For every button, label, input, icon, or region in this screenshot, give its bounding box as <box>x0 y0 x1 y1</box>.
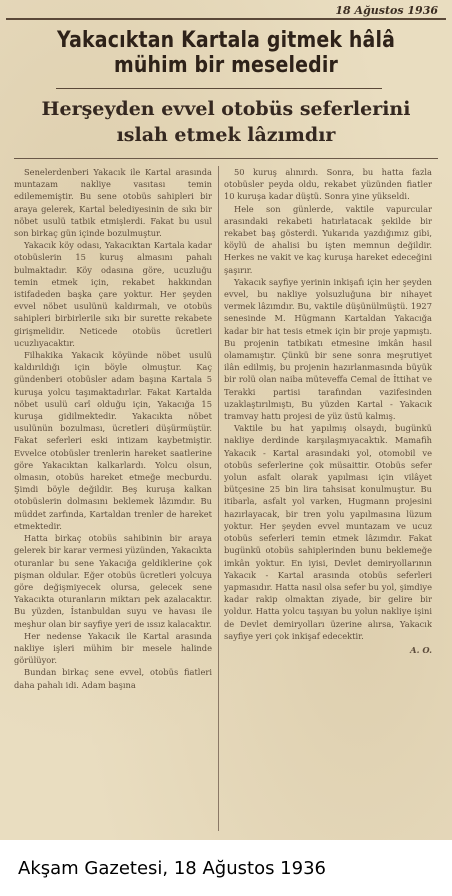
paragraph: Senelerdenberi Yakacık ile Kartal arasında muntazam nakliye vasıtası temin edilememiştir. Bu sene otobüs sahipleri bir araya gelerek, Kartal belediyesinin de sıkı bir nöbet usulü tatbik etmişlerdi. Fakat bu usul son birkaç gün içinde bozulmuştur. <box>14 167 212 239</box>
issue-date: 18 Ağustos 1936 <box>335 4 438 17</box>
article-column-right <box>224 166 432 831</box>
column-divider <box>218 166 219 831</box>
top-rule <box>6 18 446 20</box>
headline-line-2: mühim bir meseledir <box>114 53 338 78</box>
article-column-left <box>14 166 212 831</box>
subheadline-line-2: ıslah etmek lâzımdır <box>116 124 336 146</box>
paragraph: Bundan birkaç sene evvel, otobüs fiatleri daha pahalı idi. Adam başına <box>14 667 212 690</box>
paragraph: Vaktile bu hat yapılmış olsaydı, bugünkü nakliye derdinde karşılaşmıyacaktık. Mamafih Yakacık - Kartal arasındaki yol, otomobil ve otobüs seferlerine çok müsaittir. Otobüs sefer yolun asfalt olarak yapılması için vilâyet bütçesine 25 bin lira tahsisat konulmuştur. Bu itibarla, asfalt yol varken, Hugmann projesini hazırlayacak, bir tren yolu yapılmasına lüzum yoktur. Her şeyden evvel muntazam ve ucuz otobüs seferleri temin etmek lâzımdır. Fakat bugünkü otobüs sahiplerinden bunu beklemeğe imkân yoktur. En iyisi, Devlet demiryollarının Yakacık - Kartal arasında otobüs seferleri yapmasıdır. Hatta nasıl olsa sefer bu yol, şimdiye kadar rakip olmaktan ziyade, bir gelire bir yoldur. Hatta yolcu taşıyan bu yolun nakliye işini de Devlet demiryolları üzerine alırsa, Yakacık sayfiye yeri çok inkişaf edecektir. <box>224 423 432 641</box>
headline-rule <box>56 88 382 89</box>
image-caption: Akşam Gazetesi, 18 Ağustos 1936 <box>18 858 326 879</box>
paragraph: Filhakika Yakacık köyünde nöbet usulü kaldırıldığı için böyle olmuştur. Kaç gündenberi otobüsler adam başına Kartala 5 kuruşa yolcu taşımaktadırlar. Fakat Kartalda nöbet usulü carî olduğu için, Yakacığa 15 kuruşa gidilmektedir. Yakacıkta nöbet usulünün bozulması, ücretleri düşürmüştür. Fakat seferleri eski intizam kaybetmiştir. Evvelce otobüsler trenlerin hareket saatlerine göre Yakacıktan kalkarlardı. Yolcu olsun, olmasın, otobüs hareket etmeğe mecburdu. Şimdi böyle değildir. Beş kuruşa kalkan otobüslerin dolmasını beklemek lâzımdır. Bu müddet zarfında, Kartaldan trenler de hareket etmektedir. <box>14 350 212 531</box>
headline <box>39 28 414 78</box>
paragraph: Yakacık köy odası, Yakacıktan Kartala kadar otobüslerin 15 kuruş almasını pahalı bulmaktadır. Köy odasına göre, ucuzluğu temin etmek için, rekabet hakkından istifadeden başka çare yoktur. Her şeyden evvel nöbet usulünü kaldırmalı, ve otobüs sahipleri birbirlerile sıkı bir surette rekabete girişmelidir. Neticede otobüs ücretleri ucuzlıyacaktır. <box>14 240 212 348</box>
headline-line-1: Yakacıktan Kartala gitmek hâlâ <box>56 28 396 53</box>
subheadline-rule <box>14 158 438 159</box>
paragraph: 50 kuruş alınırdı. Sonra, bu hatta fazla otobüsler peyda oldu, rekabet yüzünden fiatler 10 kuruşa kadar düştü. Sonra yine yükseldi. <box>224 167 432 202</box>
subheadline-line-1: Herşeyden evvel otobüs seferlerini <box>41 98 411 120</box>
paragraph: Yakacık sayfiye yerinin inkişafı için her şeyden evvel, bu nakliye yolsuzluğuna bir nihayet vermek lâzımdır. Bu, vaktile düşünülmüştü. 1927 senesinde M. Hügmann Kartaldan Yakacığa kadar bir hat tesis etmek için bir proje yapmıştı. Bu projenin tatbikatı etmesine imkân hasıl olamamıştır. Çünkü bir sene sonra meşrutiyet ilân edilmiş, bu projenin hazırlanmasında büyük bir rolü olan naiba müteveffa Cemal de İttihat ve Terakki partisi tarafından vazifesinden uzaklaştırılmıştı, Bu yüzden Kartal - Yakacık tramvay hattı projesi de yüz üstü kalmış. <box>224 276 432 422</box>
subheadline <box>6 96 446 148</box>
paragraph: Hatta birkaç otobüs sahibinin bir araya gelerek bir karar vermesi yüzünden, Yakacıkta oturanlar bu sene Yakacığa geldiklerine çok pişman oldular. Eğer otobüs ücretleri yolcuya göre değişmiyecek olursa, gelecek sene Yakacıkta oturanların miktarı pek azalacaktır. Bu yüzden, İstanbuldan suyu ve havası ile meşhur olan bir sayfiye yeri de ıssız kalacaktır. <box>14 533 212 629</box>
paragraph: Her nedense Yakacık ile Kartal arasında nakliye işleri mühim bir mesele halinde görülüyor. <box>14 630 212 666</box>
author-signature: A. O. <box>410 644 432 655</box>
paragraph: Hele son günlerde, vaktile vapurcular arasındaki rekabeti hatırlatacak şekilde bir rekabet baş gösterdi. Yukarıda yazdığımız gibi, köylü de ahalisi bu işten memnun değildir. Herkes ne vakit ve kaç kuruşa hareket edeceğini şaşırır. <box>224 203 432 275</box>
